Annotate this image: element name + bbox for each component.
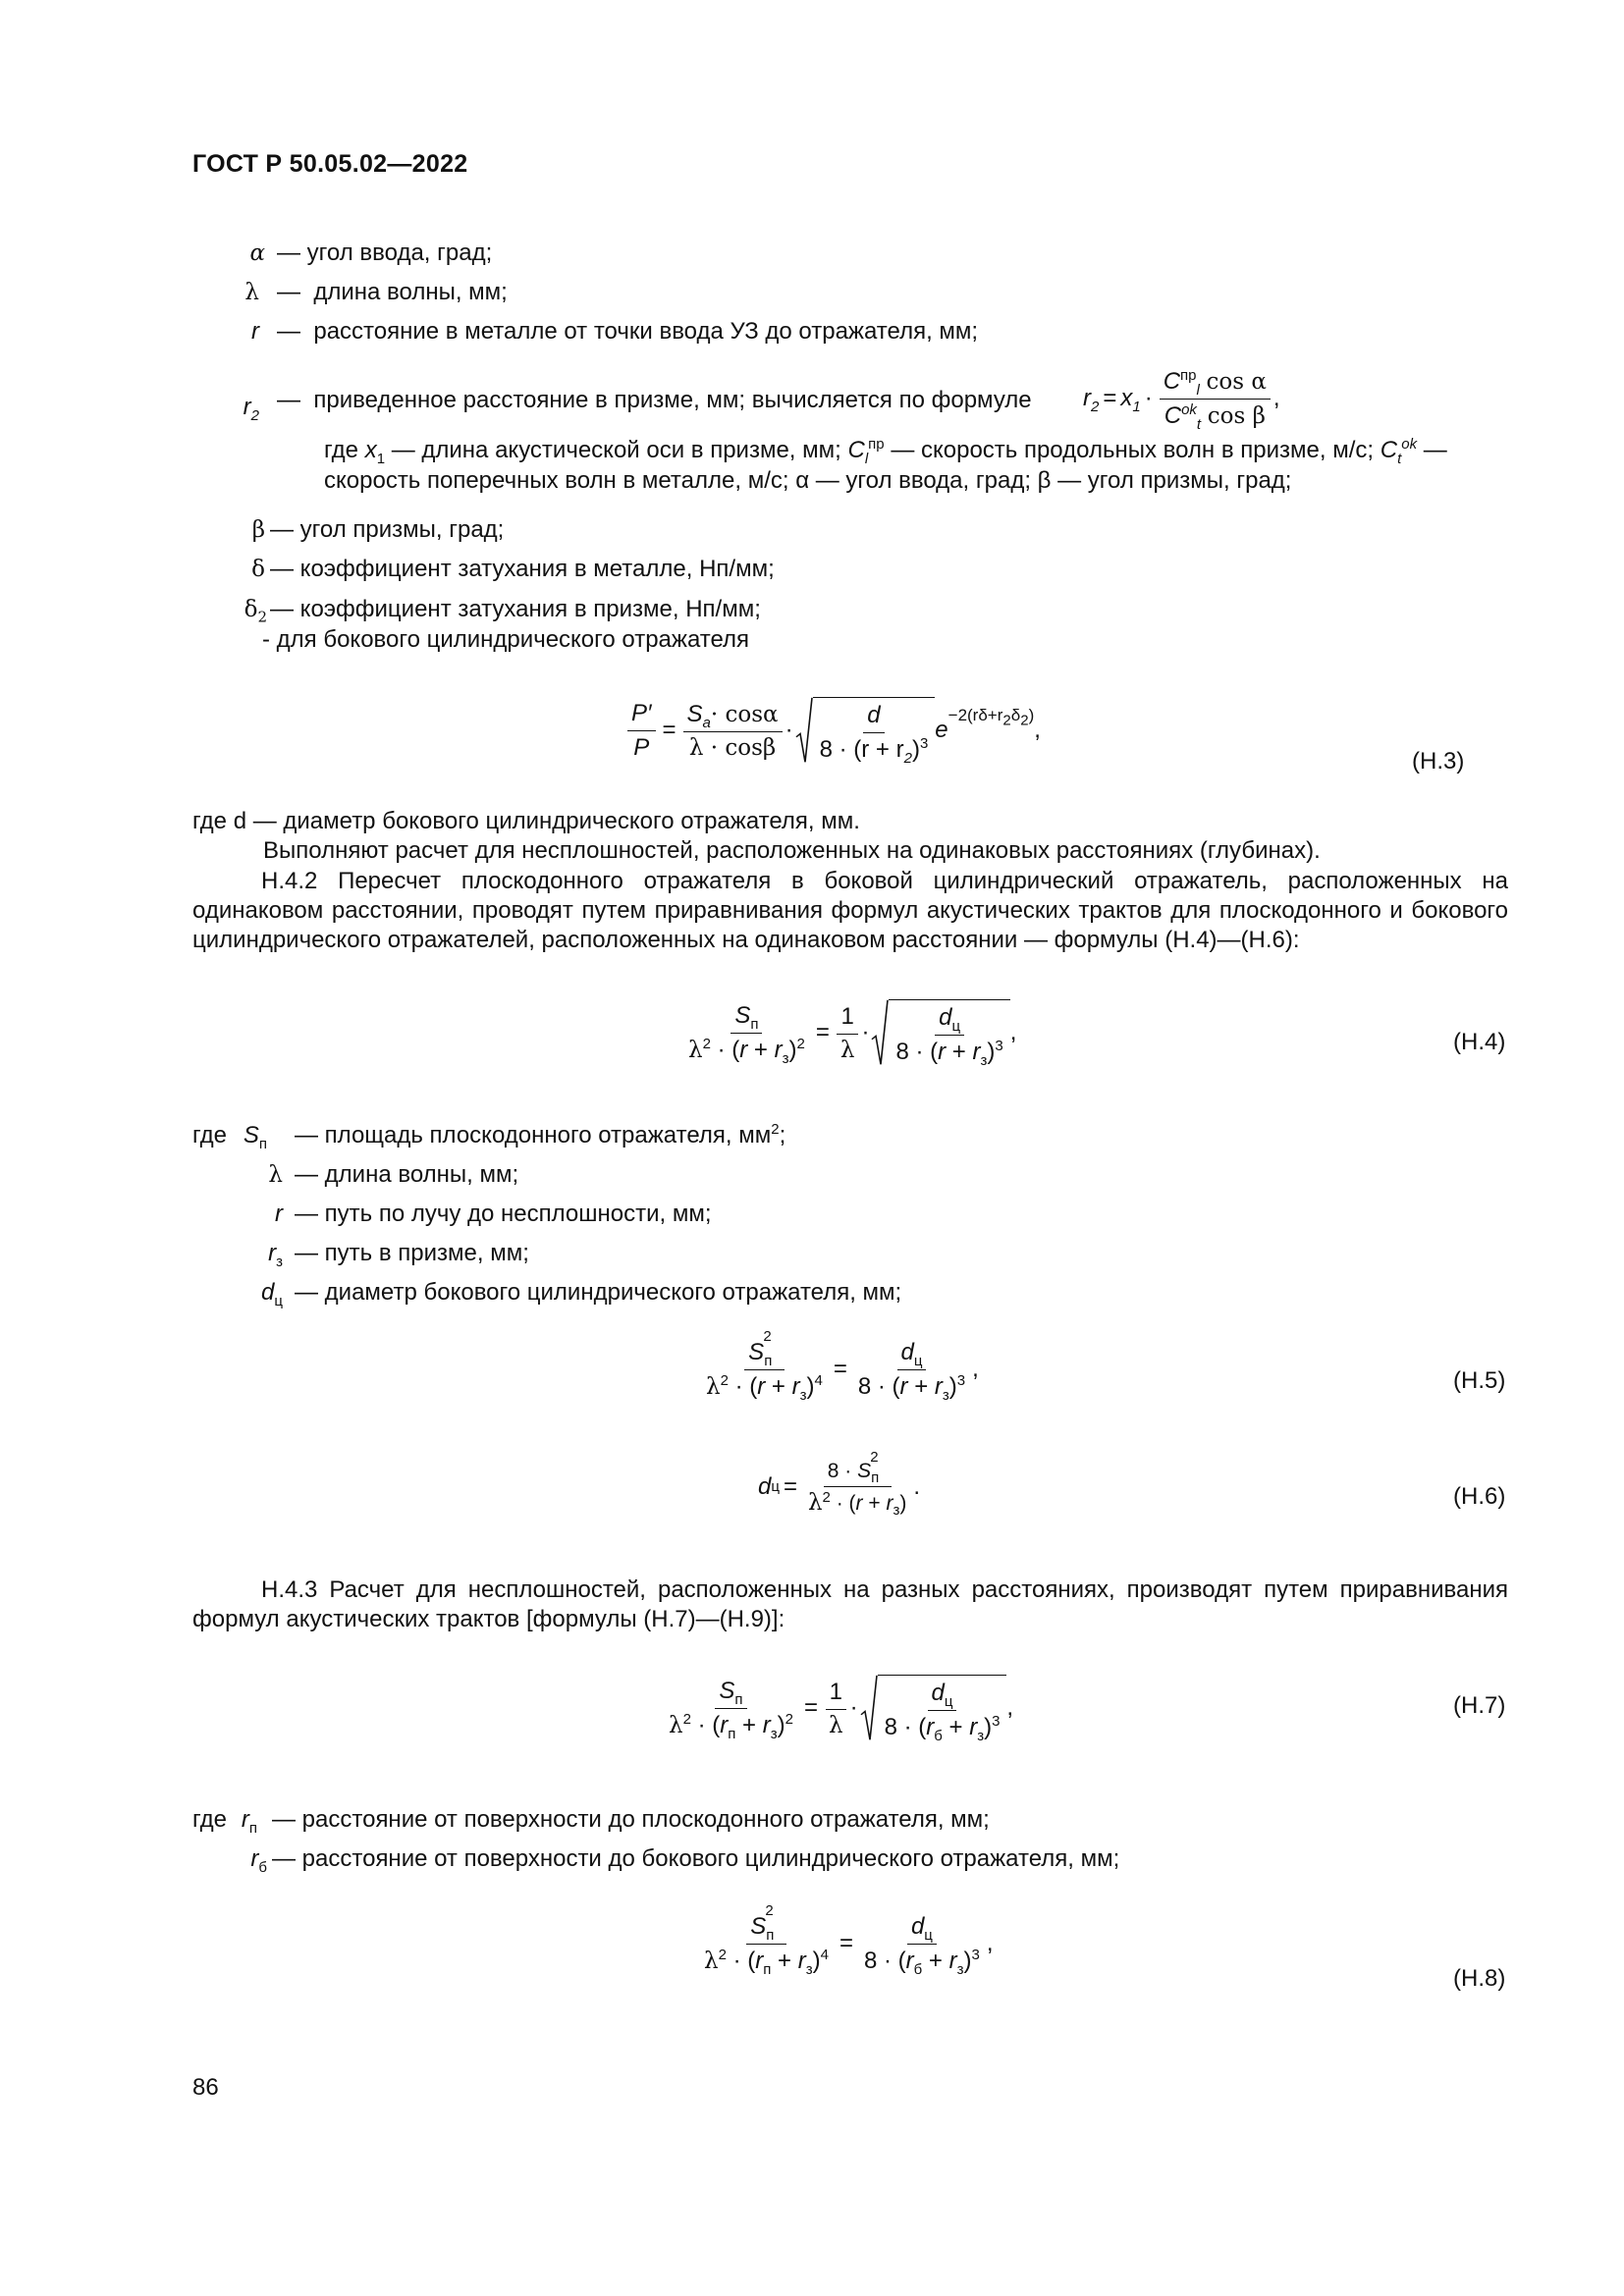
symbol-delta: δ (251, 557, 265, 582)
def-alpha: — угол ввода, град; (277, 240, 493, 266)
equation-h7: $\frac{S_п}{\lambda^2 \cdot (r_п + r_з)^2}$ = $\frac{1}{\lambda}$ · $\frac{d_ц}{8 \cdot (r_б + r_з)^3}$ , (662, 1659, 1013, 1757)
def-delta2: — коэффициент затухания в призме, Нп/мм; (270, 596, 761, 622)
def-r-b: — расстояние от поверхности до бокового цилиндрического отражателя, мм; (272, 1845, 1120, 1872)
equation-number-h3: (Н.3) (1412, 748, 1465, 774)
r2-x: $x_1$ (1120, 385, 1141, 415)
def-beta: — угол призмы, град; (270, 516, 505, 543)
symbol-s-p: $S_п$ (243, 1122, 267, 1152)
equation-h5: $\frac{S_п^2}{\lambda^2 \cdot (r + r_з)^4}$ = $\frac{d_ц}{8 \cdot (r + r_з)^3}$ , (706, 1327, 979, 1404)
equation-h6: d ц = $\frac{8 \cdot S_п^2}{\lambda^2 \cdot (r + r_з)}$ . (758, 1448, 921, 1519)
def-lambda: — длина волны, мм; (277, 279, 508, 305)
symbol-r2: $r_2$ (243, 394, 259, 424)
para-d-definition: где d — диаметр бокового цилиндрического отражателя, мм. (192, 808, 860, 834)
def-r-p: — расстояние от поверхности до плоскодонного отражателя, мм; (272, 1806, 990, 1833)
symbol-beta: β (251, 517, 265, 543)
equation-number-h8: (Н.8) (1453, 1965, 1506, 1992)
symbol-r-p: $r_п$ (241, 1806, 257, 1837)
para-calc: Выполняют расчет для несплошностей, расположенных на одинаковых расстояниях (глубинах). (263, 837, 1321, 864)
document-header: ГОСТ Р 50.05.02—2022 (192, 150, 468, 178)
symbol-r-b: $r_б$ (250, 1845, 267, 1876)
symbol-r-2: r (275, 1201, 283, 1227)
equation-number-h4: (Н.4) (1453, 1029, 1506, 1055)
r2-formula: $r_2$ = $x_1$ · $\frac{C^{пр}_l \cos \alpha}{C^{ok}_t \cos \beta}$ , (1083, 366, 1280, 433)
def-r-2: — путь по лучу до несплошности, мм; (295, 1201, 712, 1227)
symbol-delta2: $\delta_2$ (244, 597, 267, 626)
symbol-lambda: λ (244, 280, 259, 305)
equation-number-h6: (Н.6) (1453, 1483, 1506, 1510)
def-s-p: — площадь плоскодонного отражателя, $мм^2$; (295, 1121, 786, 1148)
defs4-lead: где (192, 1806, 228, 1833)
def-d-c: — диаметр бокового цилиндрического отражателя, мм; (295, 1279, 902, 1306)
r2-fraction: $\frac{C^{пр}_l \cos \alpha}{C^{ok}_t \cos \beta}$ (1160, 368, 1271, 430)
symbol-r-z: $r_з$ (268, 1240, 283, 1270)
symbol-lambda-2: λ (268, 1162, 283, 1188)
equation-number-h5: (Н.5) (1453, 1367, 1506, 1394)
symbol-d-c: $d_ц$ (261, 1279, 283, 1309)
bullet-side-reflector: - для бокового цилиндрического отражателя (262, 626, 750, 653)
para-h43: Н.4.3 Расчет для несплошностей, расположенных на разных расстояниях, производят путем приравнивания формул акустических трактов [формулы (Н.7)—(Н.9)]: (192, 1576, 1508, 1632)
equation-number-h7: (Н.7) (1453, 1692, 1506, 1719)
page-number: 86 (192, 2074, 219, 2101)
def-r-z: — путь в призме, мм; (295, 1240, 529, 1266)
def-r2: — приведенное расстояние в призме, мм; вычисляется по формуле (277, 387, 1032, 413)
equation-h3: $\frac{P'}{P}$ = $\frac{S_a\cdot \cos\alpha}{\lambda \cdot \cos\beta}$ · $\frac{d}{8 \cdot (r + r_2)^3}$ e $^{-2(r\delta+r_2\delta_2)}$ , (624, 681, 1041, 779)
defs3-lead: где (192, 1122, 228, 1148)
r2-note-line2: скорость поперечных волн в металле, м/с; α — угол ввода, град; β — угол призмы, град; (324, 467, 1292, 494)
r2-lhs: $r_2$ (1083, 385, 1100, 415)
symbol-r: r (251, 318, 259, 345)
def-r: — расстояние в металле от точки ввода УЗ до отражателя, мм; (277, 318, 979, 345)
r2-note-line1: где $x_1$ — длина акустической оси в призме, мм; $C_l^{пр}$ — скорость продольных волн в призме, м/с; $C_t^{ok}$ — (324, 436, 1447, 467)
para-h42: Н.4.2 Пересчет плоскодонного отражателя в боковой цилиндрический отражатель, расположенных на одинаковом расстоянии, проводят путем приравнивания формул акустических трактов для плоскодонного и бокового цилиндрического отражателей, расположенных на одинаковом расстоянии — формулы (Н.4)—(Н.6): (192, 868, 1508, 953)
equation-h4: $\frac{S_п}{\lambda^2 \cdot (r + r_з)^2}$ = $\frac{1}{\lambda}$ · $\frac{d_ц}{8 \cdot (r + r_з)^3}$ , (681, 984, 1016, 1082)
symbol-alpha: α (249, 240, 265, 266)
def-lambda-2: — длина волны, мм; (295, 1161, 519, 1188)
equation-h8: $\frac{S_п^2}{\lambda^2 \cdot (r_п + r_з)^4}$ = $\frac{d_ц}{8 \cdot (r_б + r_з)^3}$ , (704, 1901, 994, 1978)
def-delta: — коэффициент затухания в металле, Нп/мм; (270, 556, 775, 582)
